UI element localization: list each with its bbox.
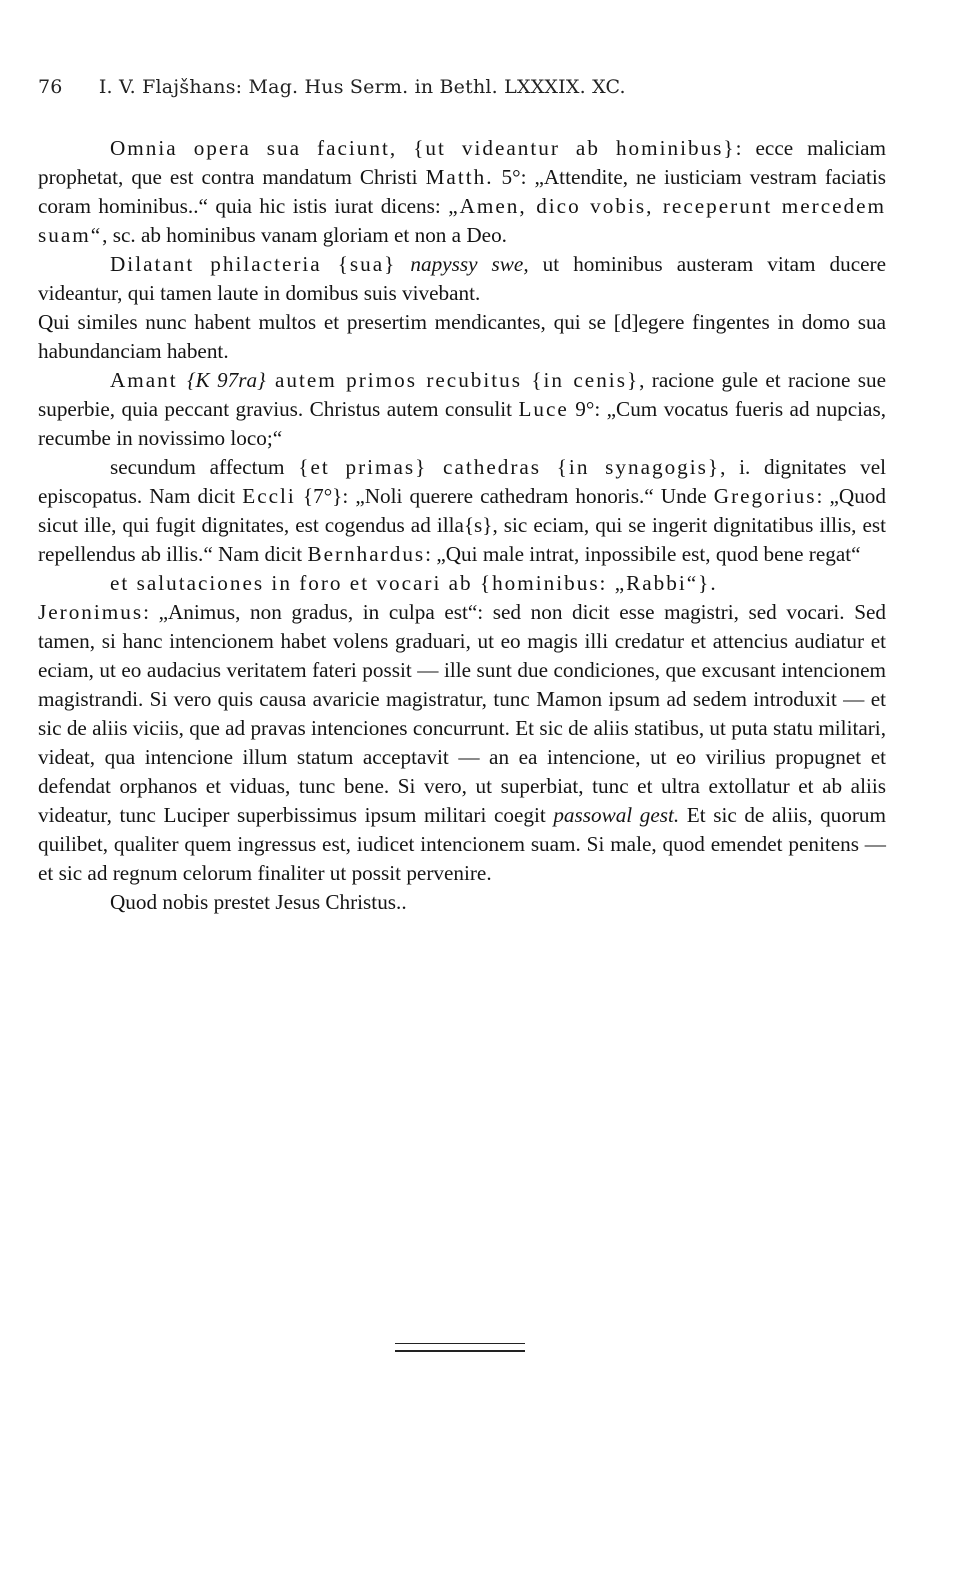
running-header xyxy=(38,76,626,98)
spaced-text: et salutaciones in foro et vocari ab {hominibus: „Rabbi“} xyxy=(110,571,711,595)
end-rule xyxy=(395,1343,525,1358)
text-run: ut hominibus austeram vitam ducere videantur, qui tamen laute in domibus suis vivebant. xyxy=(38,252,886,305)
spaced-text: Amant xyxy=(110,368,188,392)
text-run: Quod nobis prestet Jesus Christus.. xyxy=(110,890,407,914)
paragraph xyxy=(38,888,886,917)
spaced-text: autem primos recubitus {in cenis} xyxy=(265,368,640,392)
text-run: : „Qui male intrat, inpossibile est, quod bene regat“ xyxy=(425,542,861,566)
text-run: , sc. ab hominibus vanam gloriam et non a Deo. xyxy=(102,223,507,247)
text-run xyxy=(396,252,410,276)
paragraph xyxy=(38,308,886,366)
text-run: 5°: „Attendite, ne iusticiam vestram faciatis coram hominibus..“ quia hic istis iurat dicens: xyxy=(38,165,886,218)
spaced-text: Omnia opera sua faciunt, xyxy=(110,136,414,160)
spaced-text: {et primas} cathedras {in synagogis} xyxy=(298,455,721,479)
spaced-text: Gregorius xyxy=(713,484,817,508)
end-rule-line xyxy=(395,1350,525,1351)
paragraph xyxy=(38,598,886,888)
spaced-text: Bernhardus xyxy=(307,542,426,566)
spaced-text: {ut videantur ab hominibus} xyxy=(413,136,736,160)
text-run: secundum affectum xyxy=(110,455,299,479)
spaced-text: Jeronimus xyxy=(38,600,144,624)
text-run: , i. dignitates vel episcopatus. Nam dicit xyxy=(38,455,887,508)
paragraph xyxy=(38,453,886,569)
page-number: 76 xyxy=(38,76,63,98)
italic-text: napyssy swe, xyxy=(410,252,529,276)
text-run: {7°}: „Noli querere cathedram honoris.“ Unde xyxy=(295,484,714,508)
text-run: . xyxy=(710,571,716,595)
text-run: , racione gule et racione sue superbie, quia peccant gravius. Christus autem consulit xyxy=(38,368,887,421)
text-run: : ecce maliciam prophetat, que est contra mandatum Christi xyxy=(38,136,886,189)
paragraph xyxy=(38,569,886,598)
spaced-text: Eccli xyxy=(242,484,296,508)
text-run: 9°: „Cum vocatus fueris ad nupcias, recumbe in novissimo loco;“ xyxy=(38,397,886,450)
paragraph xyxy=(38,250,886,308)
spaced-text: „Amen, dico vobis, receperunt mercedem suam“ xyxy=(38,194,886,247)
paragraph xyxy=(38,134,886,250)
sermon-text xyxy=(38,134,886,917)
text-run: : „Quod sicut ille, qui fugit dignitates, est cogendus ad illa{s}, sic eciam, qui se ingerit dignitatibus illis, est repellendus ab illis.“ Nam dicit xyxy=(38,484,886,566)
text-run: Qui similes nunc habent multos et presertim mendicantes, qui se [d]egere fingentes in domo sua habundanciam habent. xyxy=(38,310,886,363)
spaced-text: Dilatant philacteria {sua} xyxy=(110,252,397,276)
end-rule-line xyxy=(395,1343,525,1344)
italic-text: {K 97ra} xyxy=(187,368,266,392)
running-title: I. V. Flajšhans: Mag. Hus Serm. in Bethl. LXXXIX. XC. xyxy=(98,76,626,98)
text-run: Et sic de aliis, quorum quilibet, qualiter quem ingressus est, iudicet intencionem suam. Si male, quod emendet penitens — et sic ad regnum celorum finaliter ut possit pervenire. xyxy=(38,803,887,885)
spaced-text: Matth. xyxy=(425,165,494,189)
italic-text: passowal gest. xyxy=(553,803,680,827)
paragraph xyxy=(38,366,886,453)
text-run: : „Animus, non gradus, in culpa est“: sed non dicit esse magistri, sed vocari. Sed tamen, si hanc intencionem habet volens graduari, ut eo magis illi credatur et attencius audiatur et eciam, ut eo audacius veritatem fateri possit — ille sunt due condiciones, que excusant intencionem magistrandi. Si vero quis causa avaricie magistratur, tunc Mamon ipsum ad sedem introduxit — et sic de aliis viciis, que ad pravas intenciones concurrunt. Et sic de aliis statibus, ut puta statu militari, videat, qua intencione illum statum acceptavit — an ea intencione, ut eo virilius propugnet et defendat orphanos et viduas, tunc bene. Si vero, ut superbiat, tunc et ultra extollatur et ab aliis videatur, tunc Luciper superbissimus ipsum militari coegit xyxy=(38,600,886,827)
spaced-text: Luce xyxy=(518,397,569,421)
